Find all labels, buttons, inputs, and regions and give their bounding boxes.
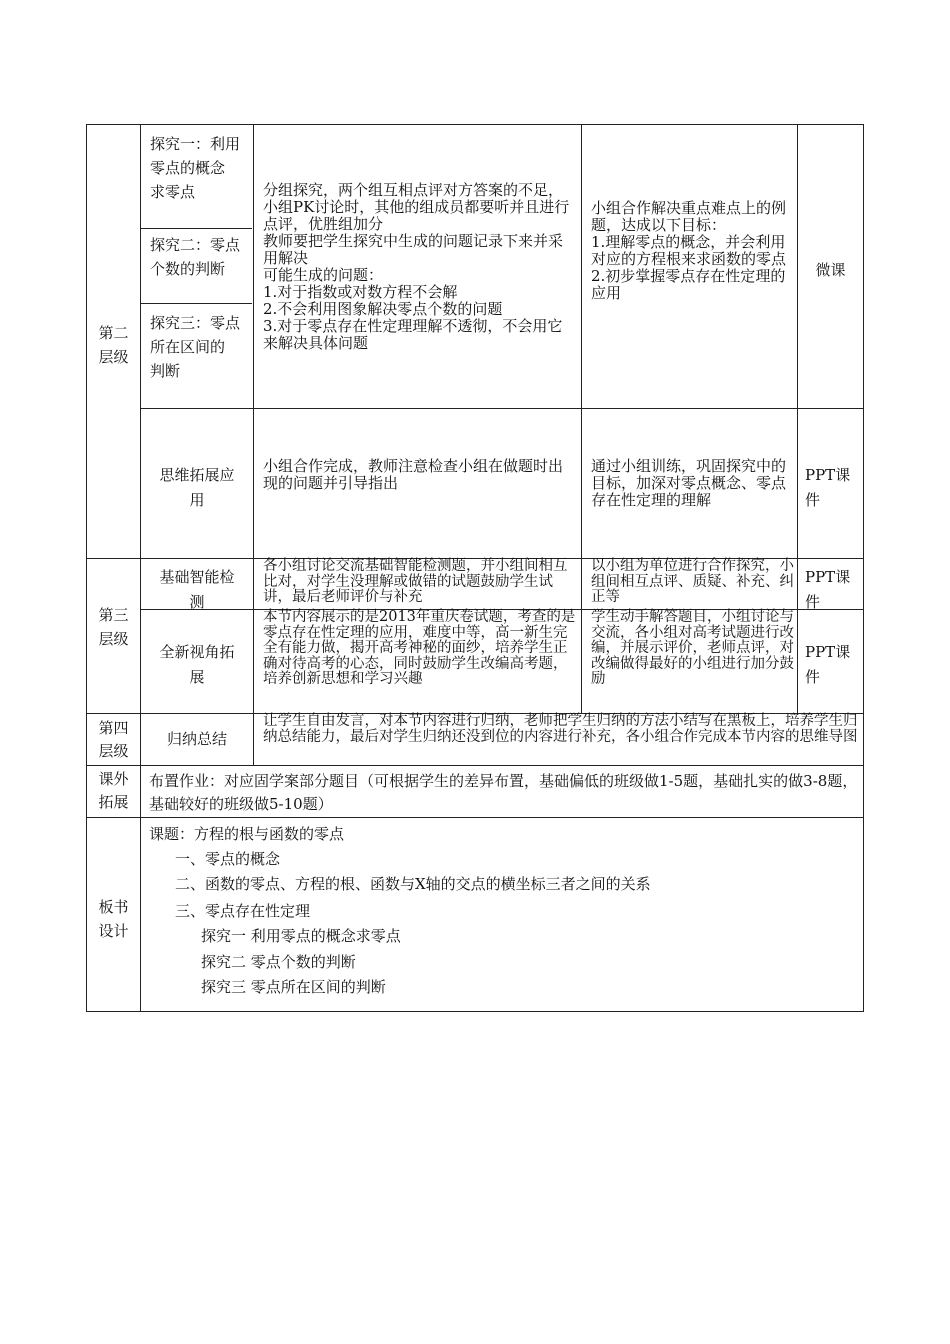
board-subitem: 探究三 零点所在区间的判断 xyxy=(201,978,386,996)
extension-label: 思维拓展应 用 xyxy=(159,466,235,509)
extension-goal: 通过小组训练，巩固探究中的目标，加深对零点概念、零点存在性定理的理解 xyxy=(591,457,787,509)
rule xyxy=(87,817,864,818)
basic-check-goal: 以小组为单位进行合作探究，小组间相互点评、质疑、补充、纠正等 xyxy=(591,558,794,605)
board-title: 课题：方程的根与函数的零点 xyxy=(149,825,345,843)
inquiry2-label: 探究二：零点 个数的判断 xyxy=(150,236,241,278)
rule xyxy=(253,125,254,765)
level2-media: 微课 xyxy=(815,261,846,279)
extension-activity: 小组合作完成，教师注意检查小组在做题时出现的问题并引导指出 xyxy=(263,457,564,492)
board-item: 一、零点的概念 xyxy=(175,850,281,868)
rule xyxy=(140,303,252,304)
new-perspective-label: 全新视角拓 展 xyxy=(159,643,235,686)
level2-teacher-activity: 分组探究，两个组互相点评对方答案的不足，小组PK讨论时，其他的组成员都要听并且进行点评，优胜组加分 教师要把学生探究中生成的问题记录下来并采用解决 可能生成的问题： 1.对于指数或对数方程不会解 2.不会利用图象解决零点个数的问题 3.对于零点存在性定理理解不透彻，不会用它来解决具体问题 xyxy=(263,181,570,352)
board-item: 二、函数的零点、方程的根、函数与X轴的交点的横坐标三者之间的关系 xyxy=(175,875,651,893)
inquiry1-label: 探究一：利用 零点的概念 求零点 xyxy=(150,135,241,201)
basic-check-activity: 各小组讨论交流基础智能检测题，并小组间相互比对，对学生没理解或做错的试题鼓励学生试讲，最后老师评价与补充 xyxy=(263,558,568,605)
level2-label: 第二 层级 xyxy=(98,324,129,366)
rule xyxy=(581,125,582,713)
summary-text: 让学生自由发言，对本节内容进行归纳，老师把学生归纳的方法小结写在黑板上，培养学生归纳总结能力，最后对学生归纳还没到位的内容进行补充，各小组合作完成本节内容的思维导图 xyxy=(263,713,858,745)
rule xyxy=(87,765,864,766)
board-subitem: 探究二 零点个数的判断 xyxy=(201,953,356,971)
homework-text: 布置作业：对应固学案部分题目（可根据学生的差异布置，基础偏低的班级做1-5题，基础扎实的做3-8题，基础较好的班级做5-10题） xyxy=(149,772,858,813)
basic-check-media: PPT课 件 xyxy=(805,568,851,611)
basic-check-label: 基础智能检 测 xyxy=(159,568,235,611)
rule xyxy=(797,125,798,713)
summary-label: 归纳总结 xyxy=(166,730,227,748)
new-perspective-goal: 学生动手解答题目，小组讨论与交流，各小组对高考试题进行改编，并展示评价，老师点评，对改编做得最好的小组进行加分鼓励 xyxy=(591,609,794,687)
board-item: 三、零点存在性定理 xyxy=(175,902,311,920)
rule xyxy=(140,408,864,409)
lesson-plan-table xyxy=(86,124,864,1012)
level3-label: 第三 层级 xyxy=(98,606,129,648)
new-perspective-media: PPT课 件 xyxy=(805,643,851,686)
level2-goal: 小组合作解决重点难点上的例题，达成以下目标： 1.理解零点的概念，并会利用对应的方程根来求函数的零点 2.初步掌握零点存在性定理的应用 xyxy=(591,199,787,302)
homework-label: 课外 拓展 xyxy=(98,770,129,811)
board-label: 板书 设计 xyxy=(98,898,129,940)
rule xyxy=(140,228,252,229)
extension-media: PPT课 件 xyxy=(805,466,851,509)
new-perspective-activity: 本节内容展示的是2013年重庆卷试题，考查的是零点存在性定理的应用，难度中等，高一新生完全有能力做，揭开高考神秘的面纱，培养学生正确对待高考的心态，同时鼓励学生改编高考题，培养创新思想和学习兴趣 xyxy=(263,609,576,687)
board-subitem: 探究一 利用零点的概念求零点 xyxy=(201,927,401,945)
level4-label: 第四 层级 xyxy=(98,719,129,760)
inquiry3-label: 探究三：零点 所在区间的 判断 xyxy=(150,314,241,380)
